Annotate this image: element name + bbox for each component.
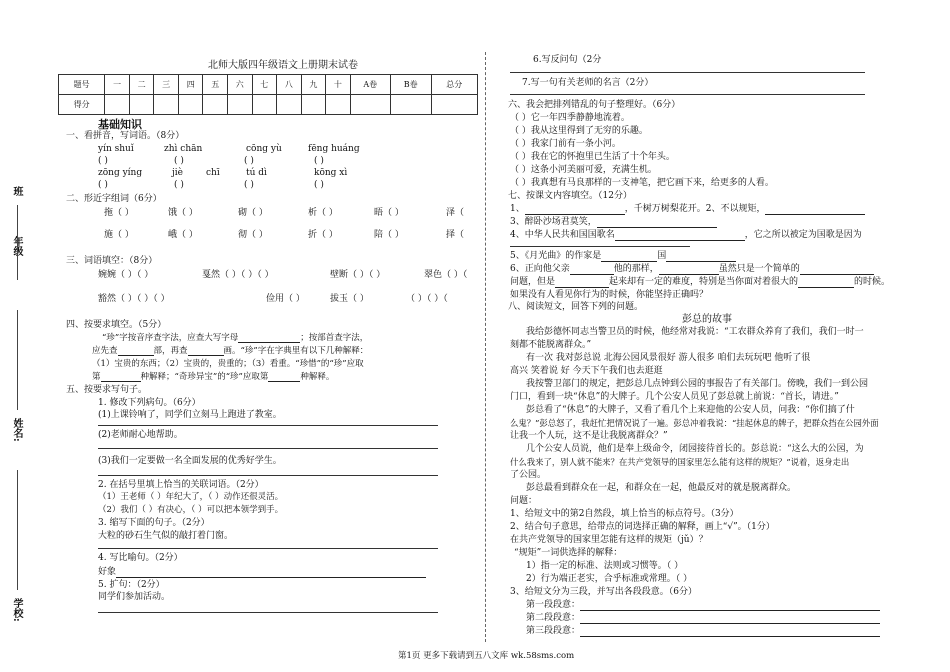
word-item: 施（ ） (104, 230, 134, 240)
q7-text: 问题，但是 (510, 277, 556, 287)
q5-2b: （2）我们（ ）有决心，（ ）可以把本领学到手。 (98, 505, 284, 515)
segment-3 (526, 626, 880, 637)
answer-blank[interactable] (615, 240, 745, 241)
segment-label: 第三段段意： (526, 626, 581, 636)
score-header-cell: 总分 (431, 75, 477, 95)
pinyin-item: zōng yíng (98, 168, 143, 178)
answer-blank[interactable] (188, 355, 224, 356)
score-cell[interactable] (105, 95, 130, 115)
answer-line[interactable] (98, 475, 438, 476)
story-title: 彭总的故事 (682, 314, 732, 325)
answer-line[interactable] (98, 448, 438, 449)
q5-7-title: 7.写一句有关老师的名言（2分） (522, 78, 654, 88)
q7-text: 虽然只是一个简单的 (718, 264, 800, 274)
pinyin-item: fēng huáng (308, 144, 360, 154)
q7-line-5 (510, 251, 736, 262)
q5-1a: (1)上课铃响了，同学们立刻马上跑进了教室。 (98, 410, 282, 420)
score-cell[interactable] (154, 95, 179, 115)
q4-text: 种解释；“奇珍异宝”的“珍”应取第 (140, 372, 269, 382)
q5-4-prefix: 好象 (98, 567, 117, 577)
answer-blank[interactable] (580, 636, 880, 637)
q6-item: （ ）我真想有马良那样的一支神笔，把它画下来，给更多的人看。 (510, 178, 774, 188)
idiom-item: 翠色（ ）（ (424, 270, 468, 280)
q7-text: 1、 (510, 204, 525, 214)
score-header-cell: 五 (203, 75, 228, 95)
story-paragraph-1-cont: 刻都不能脱离群众。” (510, 340, 592, 350)
q5-3-title: 3. 缩写下面的句子。（2分） (98, 518, 210, 528)
answer-line[interactable] (98, 612, 438, 613)
q3-title: 三、词语填空：（8分） (66, 256, 158, 266)
word-item: 砌（ ） (238, 208, 268, 218)
idiom-item: 豁然（ ）（ ）（ ） (98, 294, 170, 304)
q5-title: 五、按要求写句子。 (66, 385, 148, 395)
answer-blank[interactable] (570, 274, 614, 275)
q4-text: “珍”字按音序查字法，应查大写字母 (102, 333, 239, 343)
q4-text: 种解释。 (300, 372, 335, 382)
q4-text: 应先查 (92, 346, 118, 356)
answer-blank[interactable] (580, 623, 880, 624)
pinyin-item: jiè (172, 168, 183, 178)
answer-blank[interactable] (118, 355, 154, 356)
qa2-sentence: 在共产党领导的国家里怎能有这样的规矩（jǔ）？ (510, 535, 708, 545)
story-paragraph-1: 我给彭德怀同志当警卫员的时候，他经常对我说：“工农群众养育了我们，我们一时一 (526, 327, 864, 337)
q7-text: 起来却有一定的难度，特别是当你面对着很大的 (609, 277, 799, 287)
story-paragraph-5-cont: 什么我来了，别人就不能来？在共产党领导的国家里怎么能有这样的规矩？”说着，返身走出 (510, 457, 850, 467)
score-cell[interactable] (350, 95, 390, 115)
answer-paren[interactable]: ( ) (98, 180, 108, 190)
answer-blank[interactable] (800, 274, 874, 275)
binding-line-grade (17, 205, 18, 280)
section-basic-title: 基础知识 (98, 118, 142, 131)
q7-text: 4、中华人民共和国国歌名 (510, 230, 615, 240)
q5-3a: 大粒的砂石生气似的敲打着门窗。 (98, 531, 234, 541)
q7-text: 5、《月光曲》的作家是 (510, 251, 602, 261)
qa2-option-1[interactable]: 1）指一定的标准、法则或习惯等。（ ） (526, 561, 684, 571)
name-label: 姓名: (11, 418, 22, 442)
q7-text: 6、正向他父亲 (510, 264, 570, 274)
story-paragraph-3: 我按警卫部门的规定，把彭总几点钟到公园的事报告了有关部门。傍晚，我们一到公园 (526, 379, 869, 389)
word-item: 泽（ (446, 208, 465, 218)
score-cell[interactable] (203, 95, 228, 115)
story-paragraph-5: 几个公安人员说，他们是奉上级命令，闭园接待首长的。彭总说：“这么大的公园，为 (526, 444, 864, 454)
q4-text: 画。“珍”字在字典里有以下几种解释： (223, 346, 369, 356)
score-cell[interactable] (228, 95, 253, 115)
binding-line-school (17, 470, 18, 590)
answer-line[interactable] (510, 246, 690, 247)
q4-line-2 (92, 346, 368, 356)
qa2-option-2[interactable]: 2）行为端正老实，合乎标准或常理。（ ） (526, 574, 693, 584)
score-header-cell: 九 (301, 75, 326, 95)
answer-blank[interactable] (580, 610, 880, 611)
q7-line-4 (510, 230, 862, 241)
idiom-item: 戛然（ ）（ ）（ ） (202, 270, 274, 280)
story-paragraph-2: 有一次 我对彭总说 北海公园风景很好 游人很多 咱们去玩玩吧 他听了很 (526, 353, 811, 363)
q5-1-title: 1. 修改下列病句。（6分） (98, 398, 201, 408)
q6-item: （ ）这条小河美丽可爱，充满生机。 (510, 165, 657, 175)
qa1: 1、给短文中的第2自然段，填上恰当的标点符号。（3分） (510, 509, 739, 519)
q6-item: （ ）我在它的怀抱里已生活了十个年头。 (510, 152, 675, 162)
word-item: 择（ (446, 230, 465, 240)
q7-text: 他的那样， (613, 264, 659, 274)
answer-blank[interactable] (765, 214, 865, 215)
word-item: 折（ ） (308, 230, 338, 240)
answer-paren[interactable]: ( ) (244, 180, 254, 190)
answer-blank[interactable] (268, 381, 300, 382)
word-item: 晤（ ） (374, 208, 404, 218)
q5-1b: (2)老师耐心地帮助。 (98, 430, 183, 440)
q4-line-3: （1）宝贵的东西；（2）宝贵的，贵重的；（3）看重。“珍惜”的“珍”应取 (92, 359, 364, 369)
score-header-cell: 二 (129, 75, 154, 95)
class-label: 班 (11, 186, 22, 196)
answer-blank[interactable] (525, 214, 625, 215)
score-row-label: 得分 (59, 95, 105, 115)
qa2-prompt: “规矩”一词供选择的解释： (514, 548, 623, 558)
q4-title: 四、按要求填空。（5分） (66, 320, 167, 330)
answer-blank[interactable] (555, 287, 609, 288)
answer-paren[interactable]: ( ) (98, 156, 108, 166)
q8-title: 八、阅读短文，回答下列的问题。 (508, 302, 644, 312)
pinyin-item: chī (206, 168, 220, 178)
answer-blank[interactable] (659, 274, 719, 275)
word-item: 彻（ ） (238, 230, 268, 240)
answer-blank[interactable] (666, 261, 736, 262)
q6-item: （ ）它一年四季静静地流着。 (510, 113, 630, 123)
story-paragraph-5-end: 了公园。 (510, 470, 547, 480)
word-item: 饿（ ） (168, 208, 198, 218)
answer-blank[interactable] (116, 577, 426, 578)
segment-label: 第二段段意： (526, 613, 581, 623)
word-item: 峨（ ） (168, 230, 198, 240)
idiom-item: 俭用（ ） (266, 294, 305, 304)
q5-4a (98, 567, 426, 578)
q7-text: 的时候。 (854, 277, 891, 287)
answer-blank[interactable] (101, 381, 141, 382)
q4-text: 部，再查 (153, 346, 188, 356)
word-item: 陪（ ） (374, 230, 404, 240)
q5-5a: 同学们参加活动。 (98, 592, 171, 602)
q5-2-title: 2. 在括号里填上恰当的关联词语。（2分） (98, 480, 264, 490)
q7-text: ，它之所以被定为国歌是因为 (744, 230, 862, 240)
school-label: 学校: (11, 598, 22, 622)
answer-paren[interactable]: ( ) (314, 156, 324, 166)
q5-5-title: 5. 扩句：（2分） (98, 580, 165, 590)
page-footer: 第1页 更多下载请到五八文库 wk.58sms.com (398, 651, 575, 661)
score-header-cell: 七 (252, 75, 277, 95)
idiom-item: 壁断（ ）（ ） (330, 270, 386, 280)
qa3: 3、给短文分为三段，并写出各段段意。（6分） (510, 587, 697, 597)
story-paragraph-4-cont: 么鬼？”彭总怒了，我赶忙把情况说了一遍。彭总冲着我说：“挂起休息的牌子，把群众挡在公园外面 (510, 418, 879, 428)
score-cell[interactable] (129, 95, 154, 115)
q1-title: 一、看拼音，写词语。（8分） (66, 131, 185, 141)
word-item: 析（ ） (308, 208, 338, 218)
q7-text: 国 (657, 251, 667, 261)
grade-label: 年级 (11, 236, 22, 256)
exam-title: 北师大版四年级语文上册期末试卷 (208, 60, 358, 71)
pinyin-item: tú dì (246, 168, 267, 178)
q7-line-8: 如果没有人看见你行为的时候，你能坚持正确吗？ (510, 290, 709, 300)
qa2: 2、结合句子意思，给带点的词选择正确的解释，画上“√”。（1分） (510, 522, 775, 532)
pinyin-item: kōng xì (314, 168, 348, 178)
answer-blank[interactable] (601, 261, 657, 262)
q6-item: （ ）我从这里得到了无穷的乐趣。 (510, 126, 648, 136)
score-header-cell: 一 (105, 75, 130, 95)
q7-line-3 (510, 217, 717, 228)
answer-line[interactable] (510, 94, 865, 95)
answer-blank[interactable] (798, 287, 854, 288)
q4-line-1 (102, 333, 368, 343)
answer-line[interactable] (510, 72, 865, 73)
score-cell[interactable] (277, 95, 302, 115)
dashed-divider (485, 52, 486, 642)
score-cell[interactable] (301, 95, 326, 115)
q7-text: ，千树万树梨花开。2、不以规矩， (624, 204, 766, 214)
idiom-item: 婉婉（ ）（ ） (98, 270, 154, 280)
q6-title: 六、我会把排列错乱的句子整理好。（6分） (508, 100, 681, 110)
q6-item: （ ）我家门前有一条小河。 (510, 139, 621, 149)
q7-text: 3、醉卧沙场君莫笑， (510, 217, 597, 227)
q2-title: 二、形近字组词（6分） (66, 194, 162, 204)
score-cell[interactable] (431, 95, 477, 115)
score-header-cell: 三 (154, 75, 179, 95)
q7-line-7 (510, 277, 890, 288)
q4-text: ；按部首查字法， (300, 333, 369, 343)
score-header-row (59, 75, 478, 95)
story-paragraph-3-cont: 门口，看到一块“休息”的大牌子。几个公安人员见了彭总就上前说：“首长，请进。” (510, 392, 839, 402)
score-cell[interactable] (326, 95, 351, 115)
score-header-cell: B卷 (390, 75, 431, 95)
story-paragraph-6: 彭总最看到群众在一起，和群众在一起，他最反对的就是脱离群众。 (526, 483, 797, 493)
answer-blank[interactable] (238, 342, 300, 343)
score-table (58, 74, 478, 115)
score-cell[interactable] (390, 95, 431, 115)
q4-line-4 (92, 372, 334, 382)
answer-paren[interactable]: ( ) (314, 180, 324, 190)
segment-1 (526, 600, 880, 611)
answer-blank[interactable] (597, 227, 717, 228)
answer-paren[interactable]: ( ) (244, 156, 254, 166)
score-header-cell: 十 (326, 75, 351, 95)
score-value-row (59, 95, 478, 115)
answer-paren[interactable]: ( ) (174, 156, 184, 166)
q7-line-6 (510, 264, 874, 275)
q7-line-1 (510, 204, 865, 215)
idiom-item: 拔玉（ ） (330, 294, 369, 304)
story-paragraph-4: 彭总看了“休息”的大牌子，又看了看几个上来迎他的公安人员，问我：“你们搞了什 (526, 405, 855, 415)
score-header-cell: A卷 (350, 75, 390, 95)
q5-6-title: 6.写反问句（2分 (533, 55, 602, 65)
score-cell[interactable] (178, 95, 203, 115)
q5-4-title: 4. 写比喻句。（2分） (98, 553, 183, 563)
score-header-cell: 题号 (59, 75, 105, 95)
q5-2a: （1）王老师（ ）年纪大了，（ ）动作还很灵活。 (98, 492, 284, 502)
pinyin-item: cōng yù (246, 144, 282, 154)
story-paragraph-4-end: 让我一个人玩，这不是让我脱离群众？” (510, 431, 668, 441)
story-paragraph-2-cont: 高兴 笑着说 好 今天下午我们也去逛逛 (510, 366, 663, 376)
pinyin-item: zhì chān (164, 144, 203, 154)
answer-line[interactable] (98, 548, 438, 549)
score-header-cell: 六 (228, 75, 253, 95)
q5-1c: (3)我们一定要做一名全面发展的优秀好学生。 (98, 456, 282, 466)
score-header-cell: 八 (277, 75, 302, 95)
segment-label: 第一段段意： (526, 600, 581, 610)
idiom-item: （ ）（ ）（ (406, 294, 448, 304)
word-item: 拖（ ） (104, 208, 134, 218)
score-cell[interactable] (252, 95, 277, 115)
score-header-cell: 四 (178, 75, 203, 95)
binding-line-name (17, 310, 18, 410)
questions-label: 问题： (510, 496, 538, 506)
q7-title: 七、按课文内容填空。（12分） (508, 191, 632, 201)
answer-paren[interactable]: ( ) (174, 180, 184, 190)
answer-line[interactable] (98, 425, 438, 426)
pinyin-item: yín shuǐ (98, 144, 134, 154)
segment-2 (526, 613, 880, 624)
q4-text: 第 (92, 372, 101, 382)
